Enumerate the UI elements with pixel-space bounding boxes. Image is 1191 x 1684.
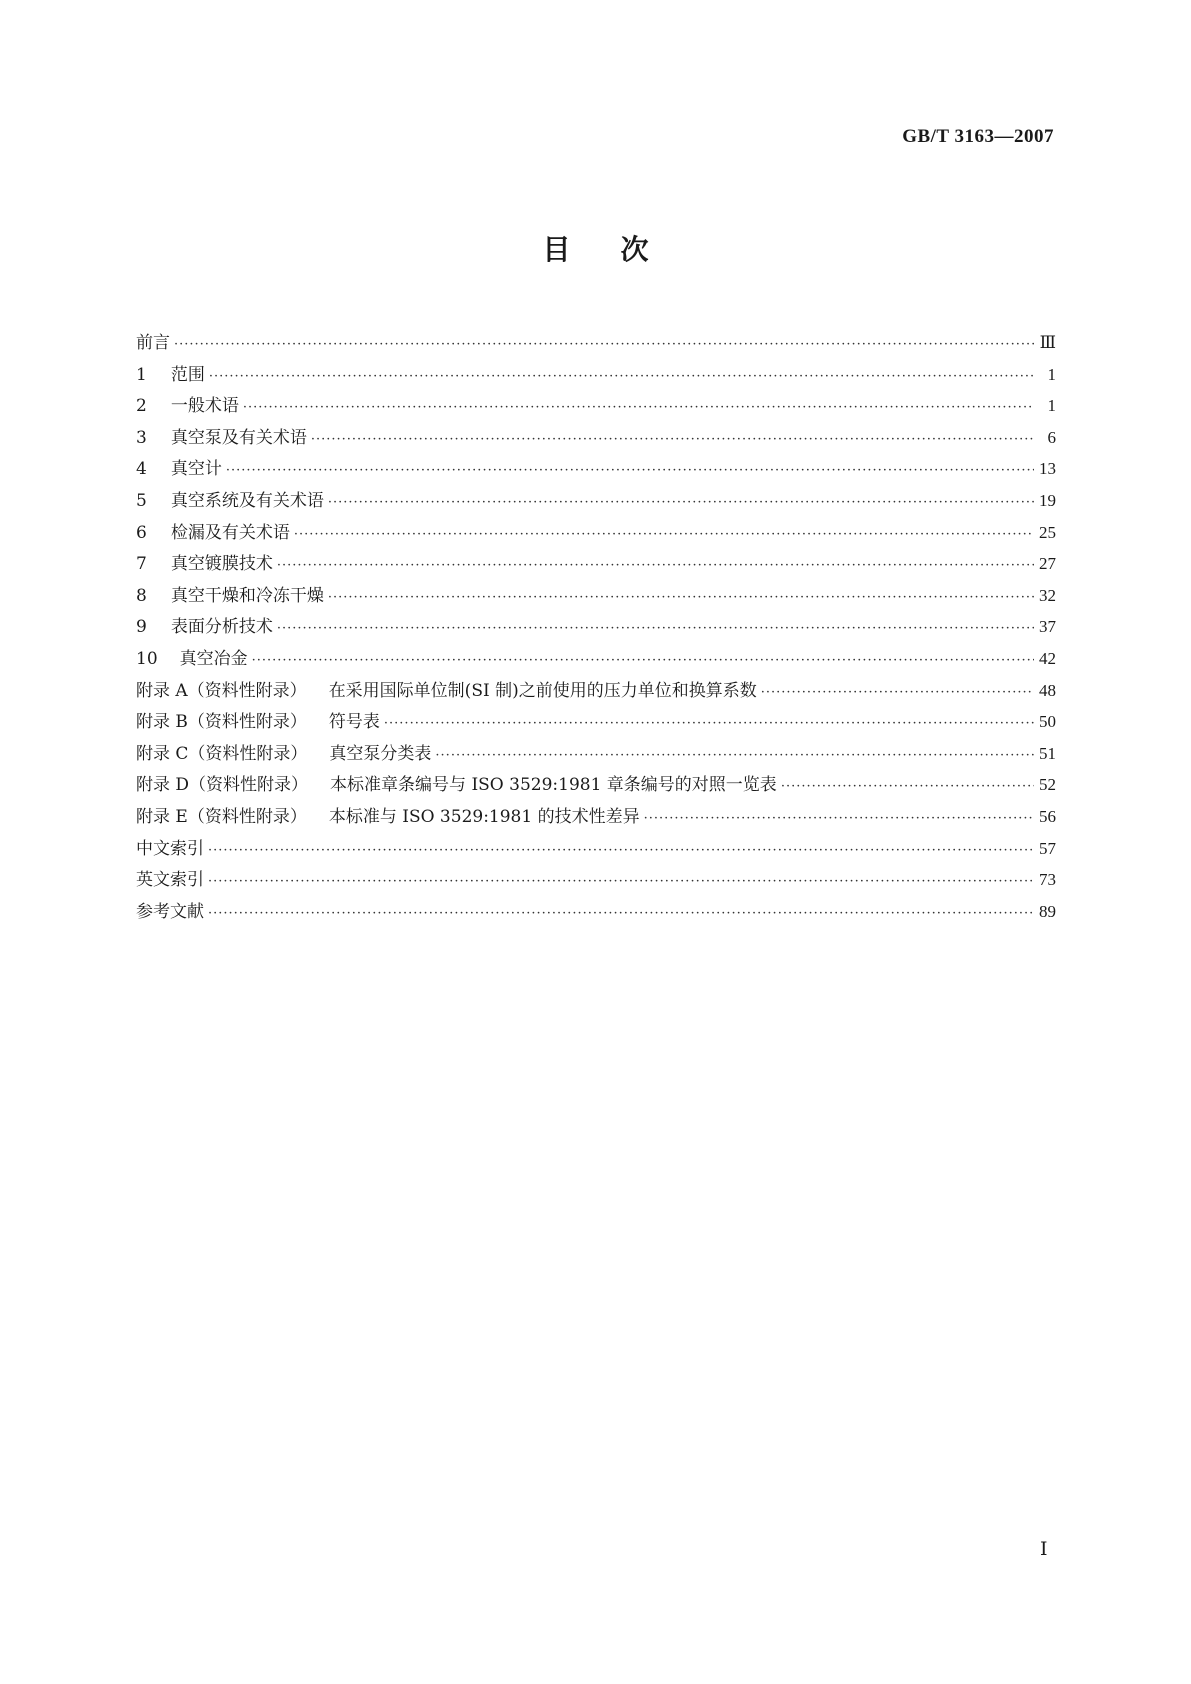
- toc-entry-label: 检漏及有关术语: [170, 522, 290, 543]
- dot-leader: [781, 779, 1034, 794]
- toc-entry[interactable]: [136, 486, 1056, 518]
- toc-entry-number: 3: [136, 427, 147, 448]
- toc-entry-label: 真空冶金: [179, 648, 248, 669]
- toc-entry-label: 真空泵及有关术语: [170, 427, 307, 448]
- toc-entry-page: 52: [1039, 775, 1056, 795]
- toc-entry-label: 本标准与 ISO 3529:1981 的技术性差异: [328, 806, 640, 827]
- toc-entry-page: 51: [1039, 743, 1056, 763]
- toc-entry-label: 真空泵分类表: [329, 743, 432, 764]
- page-title: 目次: [542, 233, 699, 266]
- toc-entry-number: 附录 C（资料性附录）: [136, 743, 308, 764]
- dot-leader: [208, 843, 1034, 858]
- standard-number: GB/T 3163—2007: [902, 126, 1054, 147]
- toc-entry-number: 9: [136, 617, 147, 638]
- toc-entry-number: 附录 E（资料性附录）: [136, 806, 307, 827]
- toc-entry[interactable]: [136, 423, 1056, 455]
- toc-entry[interactable]: [136, 328, 1056, 360]
- dot-leader: [761, 685, 1034, 700]
- toc-entry[interactable]: [136, 770, 1056, 802]
- toc-entry[interactable]: [136, 644, 1056, 676]
- toc-entry[interactable]: [136, 360, 1056, 392]
- toc-entry-number: 附录 D（资料性附录）: [136, 775, 309, 796]
- dot-leader: [252, 653, 1034, 668]
- toc-entry-label: 英文索引: [136, 870, 204, 891]
- toc-entry-page: 57: [1039, 838, 1056, 858]
- toc-entry-number: 附录 B（资料性附录）: [136, 712, 307, 733]
- toc-entry-label: 符号表: [328, 712, 380, 733]
- toc-entry-number: 4: [136, 459, 147, 480]
- toc-entry-number: 附录 A（资料性附录）: [136, 680, 307, 701]
- toc-entry[interactable]: [136, 612, 1056, 644]
- dot-leader: [328, 590, 1034, 605]
- toc-entry-number: 10: [136, 648, 158, 669]
- toc-entry-page: 73: [1039, 870, 1056, 890]
- toc-entry-page: 37: [1039, 617, 1056, 637]
- toc-entry-label: 真空计: [170, 459, 222, 480]
- toc-entry-page: 48: [1039, 680, 1056, 700]
- toc-entry-label: 前言: [136, 333, 170, 353]
- toc-entry[interactable]: [136, 802, 1056, 834]
- toc-entry[interactable]: [136, 865, 1056, 897]
- dot-leader: [208, 906, 1034, 921]
- toc-entry[interactable]: [136, 454, 1056, 486]
- toc-entry-page: 32: [1039, 585, 1056, 605]
- dot-leader: [294, 527, 1034, 542]
- toc-entry-page: 1: [1047, 396, 1056, 416]
- toc-entry-page: 13: [1039, 459, 1056, 479]
- toc-entry-label: 一般术语: [170, 396, 239, 417]
- toc-entry-number: 2: [136, 396, 147, 417]
- toc-entry-page: 89: [1039, 901, 1056, 921]
- table-of-contents: [136, 328, 1056, 928]
- toc-entry-number: 7: [136, 554, 147, 575]
- toc-entry-page: 1: [1047, 364, 1056, 384]
- dot-leader: [208, 874, 1034, 889]
- toc-entry[interactable]: [136, 391, 1056, 423]
- dot-leader: [277, 621, 1034, 636]
- toc-entry-label: 本标准章条编号与 ISO 3529:1981 章条编号的对照一览表: [330, 775, 777, 796]
- dot-leader: [311, 432, 1034, 447]
- toc-entry-page: 25: [1039, 522, 1056, 542]
- page-number: Ⅰ: [1040, 1539, 1048, 1560]
- toc-entry-page: 27: [1039, 554, 1056, 574]
- toc-entry[interactable]: [136, 834, 1056, 866]
- toc-entry[interactable]: [136, 518, 1056, 550]
- toc-entry-label: 参考文献: [136, 901, 204, 922]
- toc-entry-page: 42: [1039, 648, 1056, 668]
- dot-leader: [209, 369, 1034, 384]
- dot-leader: [226, 463, 1034, 478]
- toc-entry-page: 6: [1047, 427, 1056, 447]
- toc-entry[interactable]: [136, 581, 1056, 613]
- toc-entry[interactable]: [136, 739, 1056, 771]
- toc-entry[interactable]: [136, 707, 1056, 739]
- toc-entry-number: 6: [136, 522, 147, 543]
- dot-leader: [384, 716, 1034, 731]
- toc-entry-page: Ⅲ: [1039, 333, 1056, 352]
- dot-leader: [277, 558, 1034, 573]
- toc-entry-label: 在采用国际单位制(SI 制)之前使用的压力单位和换算系数: [328, 680, 757, 701]
- toc-entry-label: 真空系统及有关术语: [170, 490, 324, 511]
- toc-entry-number: 8: [136, 585, 147, 606]
- dot-leader: [435, 748, 1034, 763]
- toc-entry[interactable]: [136, 549, 1056, 581]
- toc-entry-page: 56: [1039, 806, 1056, 826]
- dot-leader: [644, 811, 1034, 826]
- toc-entry-number: 5: [136, 490, 147, 511]
- toc-entry-page: 50: [1039, 712, 1056, 732]
- toc-entry-label: 表面分析技术: [170, 617, 273, 638]
- toc-entry-label: 范围: [170, 364, 205, 385]
- toc-entry[interactable]: [136, 676, 1056, 708]
- dot-leader: [243, 400, 1034, 415]
- toc-entry[interactable]: [136, 897, 1056, 929]
- toc-entry-label: 中文索引: [136, 838, 204, 859]
- toc-entry-label: 真空镀膜技术: [170, 554, 273, 575]
- toc-entry-number: 1: [136, 364, 147, 385]
- dot-leader: [328, 495, 1034, 510]
- toc-entry-label: 真空干燥和冷冻干燥: [170, 585, 324, 606]
- dot-leader: [174, 337, 1034, 352]
- toc-entry-page: 19: [1039, 490, 1056, 510]
